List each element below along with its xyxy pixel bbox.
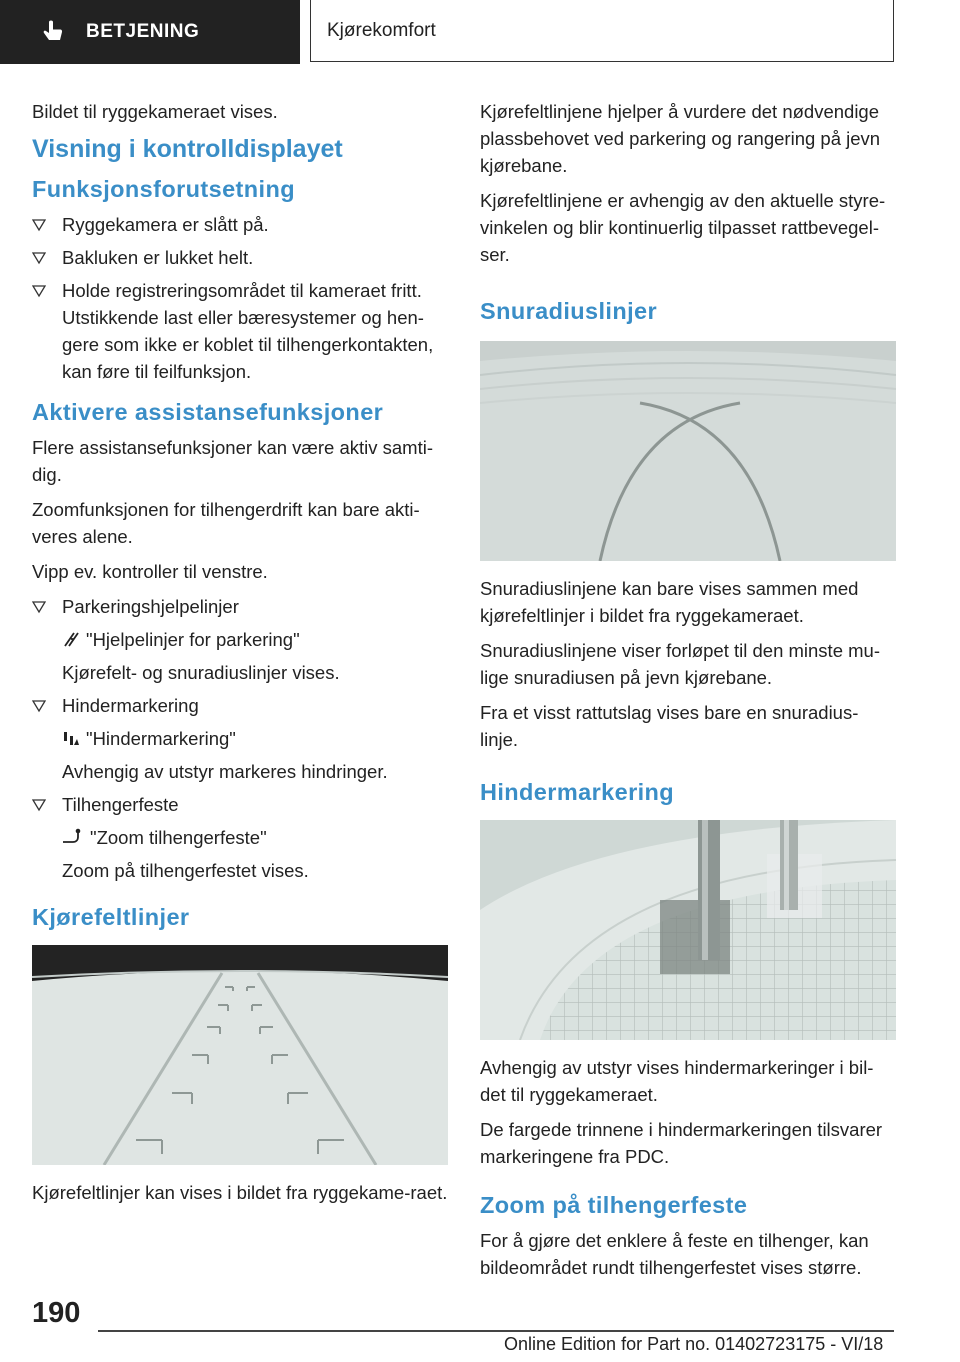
- function-item-parking-lines: Parkeringshjelpelinjer: [32, 593, 450, 620]
- menu-entry[interactable]: "Zoom tilhengerfeste": [32, 824, 450, 851]
- triangle-bullet-icon: [32, 600, 46, 614]
- list-item: Holde registreringsområdet til kameraet fritt. Utstikkende last eller bæresystemer og hen-gere som ikke er koblet til tilhengerkontakten, kan føre til feilfunksjon.: [32, 277, 450, 385]
- tow-hitch-icon: [62, 828, 84, 846]
- turn-paragraph: Snuradiuslinjene kan bare vises sammen med kjørefeltlinjer i bildet fra ryggekameraet.: [480, 578, 859, 626]
- obstacle-marking-image: [480, 820, 896, 1040]
- function-desc: Zoom på tilhengerfestet vises.: [62, 860, 309, 881]
- right-column: [480, 98, 896, 1289]
- heading-lanes: Kjørefeltlinjer: [32, 904, 190, 930]
- triangle-bullet-icon: [32, 798, 46, 812]
- heading-obstacle: Hindermarkering: [480, 779, 675, 805]
- list-item: Bakluken er lukket helt.: [32, 244, 450, 271]
- triangle-bullet-icon: [32, 251, 46, 265]
- section-label: BETJENING: [86, 21, 200, 42]
- section-tab[interactable]: [0, 0, 300, 64]
- triangle-bullet-icon: [32, 218, 46, 232]
- left-column: [32, 98, 450, 1214]
- list-item: Ryggekamera er slått på.: [32, 211, 450, 238]
- page-number: 190: [32, 1297, 81, 1329]
- obstacle-marking-icon: [62, 729, 80, 747]
- function-item-tow-hitch: Tilhengerfeste: [32, 791, 450, 818]
- heading-display: Visning i kontrolldisplayet: [32, 135, 343, 163]
- triangle-bullet-icon: [32, 699, 46, 713]
- turn-paragraph: Fra et visst rattutslag vises bare en snuradius-linje.: [480, 702, 859, 750]
- menu-entry[interactable]: "Hindermarkering": [32, 725, 450, 752]
- edition-text: Online Edition for Part no. 01402723175 - VI/18: [504, 1334, 884, 1354]
- lanes-paragraph: Kjørefeltlinjene hjelper å vurdere det nødvendige plassbehovet ved parkering og rangering på jevn kjørebane.: [480, 101, 881, 176]
- heading-activate: Aktivere assistansefunksjoner: [32, 399, 384, 425]
- heading-requirements: Funksjonsforutsetning: [32, 176, 295, 202]
- activate-paragraph: Flere assistansefunksjoner kan være aktiv samti-dig.: [32, 437, 433, 485]
- zoom-paragraph: For å gjøre det enklere å feste en tilhenger, kan bildeområdet rundt tilhengerfestet vises større.: [480, 1230, 869, 1278]
- footer-divider: [98, 1330, 894, 1332]
- turn-radius-image: [480, 341, 896, 561]
- heading-turn-radius: Snuradiuslinjer: [480, 298, 658, 324]
- page-header: [0, 0, 960, 66]
- hand-pointer-icon: [40, 19, 66, 45]
- lanes-paragraph: Kjørefeltlinjene er avhengig av den aktuelle styre-vinkelen og blir kontinuerlig tilpasset rattbevegel-ser.: [480, 190, 886, 265]
- function-desc: Avhengig av utstyr markeres hindringer.: [62, 761, 388, 782]
- obstacle-paragraph: Avhengig av utstyr vises hindermarkeringer i bil-det til ryggekameraet.: [480, 1057, 874, 1105]
- intro-text: Bildet til ryggekameraet vises.: [32, 101, 278, 122]
- function-desc: Kjørefelt- og snuradiuslinjer vises.: [62, 662, 340, 683]
- turn-paragraph: Snuradiuslinjene viser forløpet til den minste mu-lige snuradiusen på jevn kjørebane.: [480, 640, 880, 688]
- heading-zoom: Zoom på tilhengerfeste: [480, 1192, 748, 1218]
- activate-paragraph: Vipp ev. kontroller til venstre.: [32, 561, 268, 582]
- lane-lines-image: [32, 945, 448, 1165]
- chapter-label: Kjørekomfort: [327, 19, 436, 41]
- chapter-tab[interactable]: [310, 0, 894, 62]
- triangle-bullet-icon: [32, 284, 46, 298]
- obstacle-paragraph: De fargede trinnene i hindermarkeringen tilsvarer markeringene fra PDC.: [480, 1119, 883, 1167]
- function-item-obstacle-marking: Hindermarkering: [32, 692, 450, 719]
- menu-entry[interactable]: "Hjelpelinjer for parkering": [32, 626, 450, 653]
- activate-paragraph: Zoomfunksjonen for tilhengerdrift kan bare akti-veres alene.: [32, 499, 420, 547]
- lanes-caption: Kjørefeltlinjer kan vises i bildet fra ryggekame-raet.: [32, 1182, 448, 1203]
- parking-lines-icon: [62, 630, 80, 648]
